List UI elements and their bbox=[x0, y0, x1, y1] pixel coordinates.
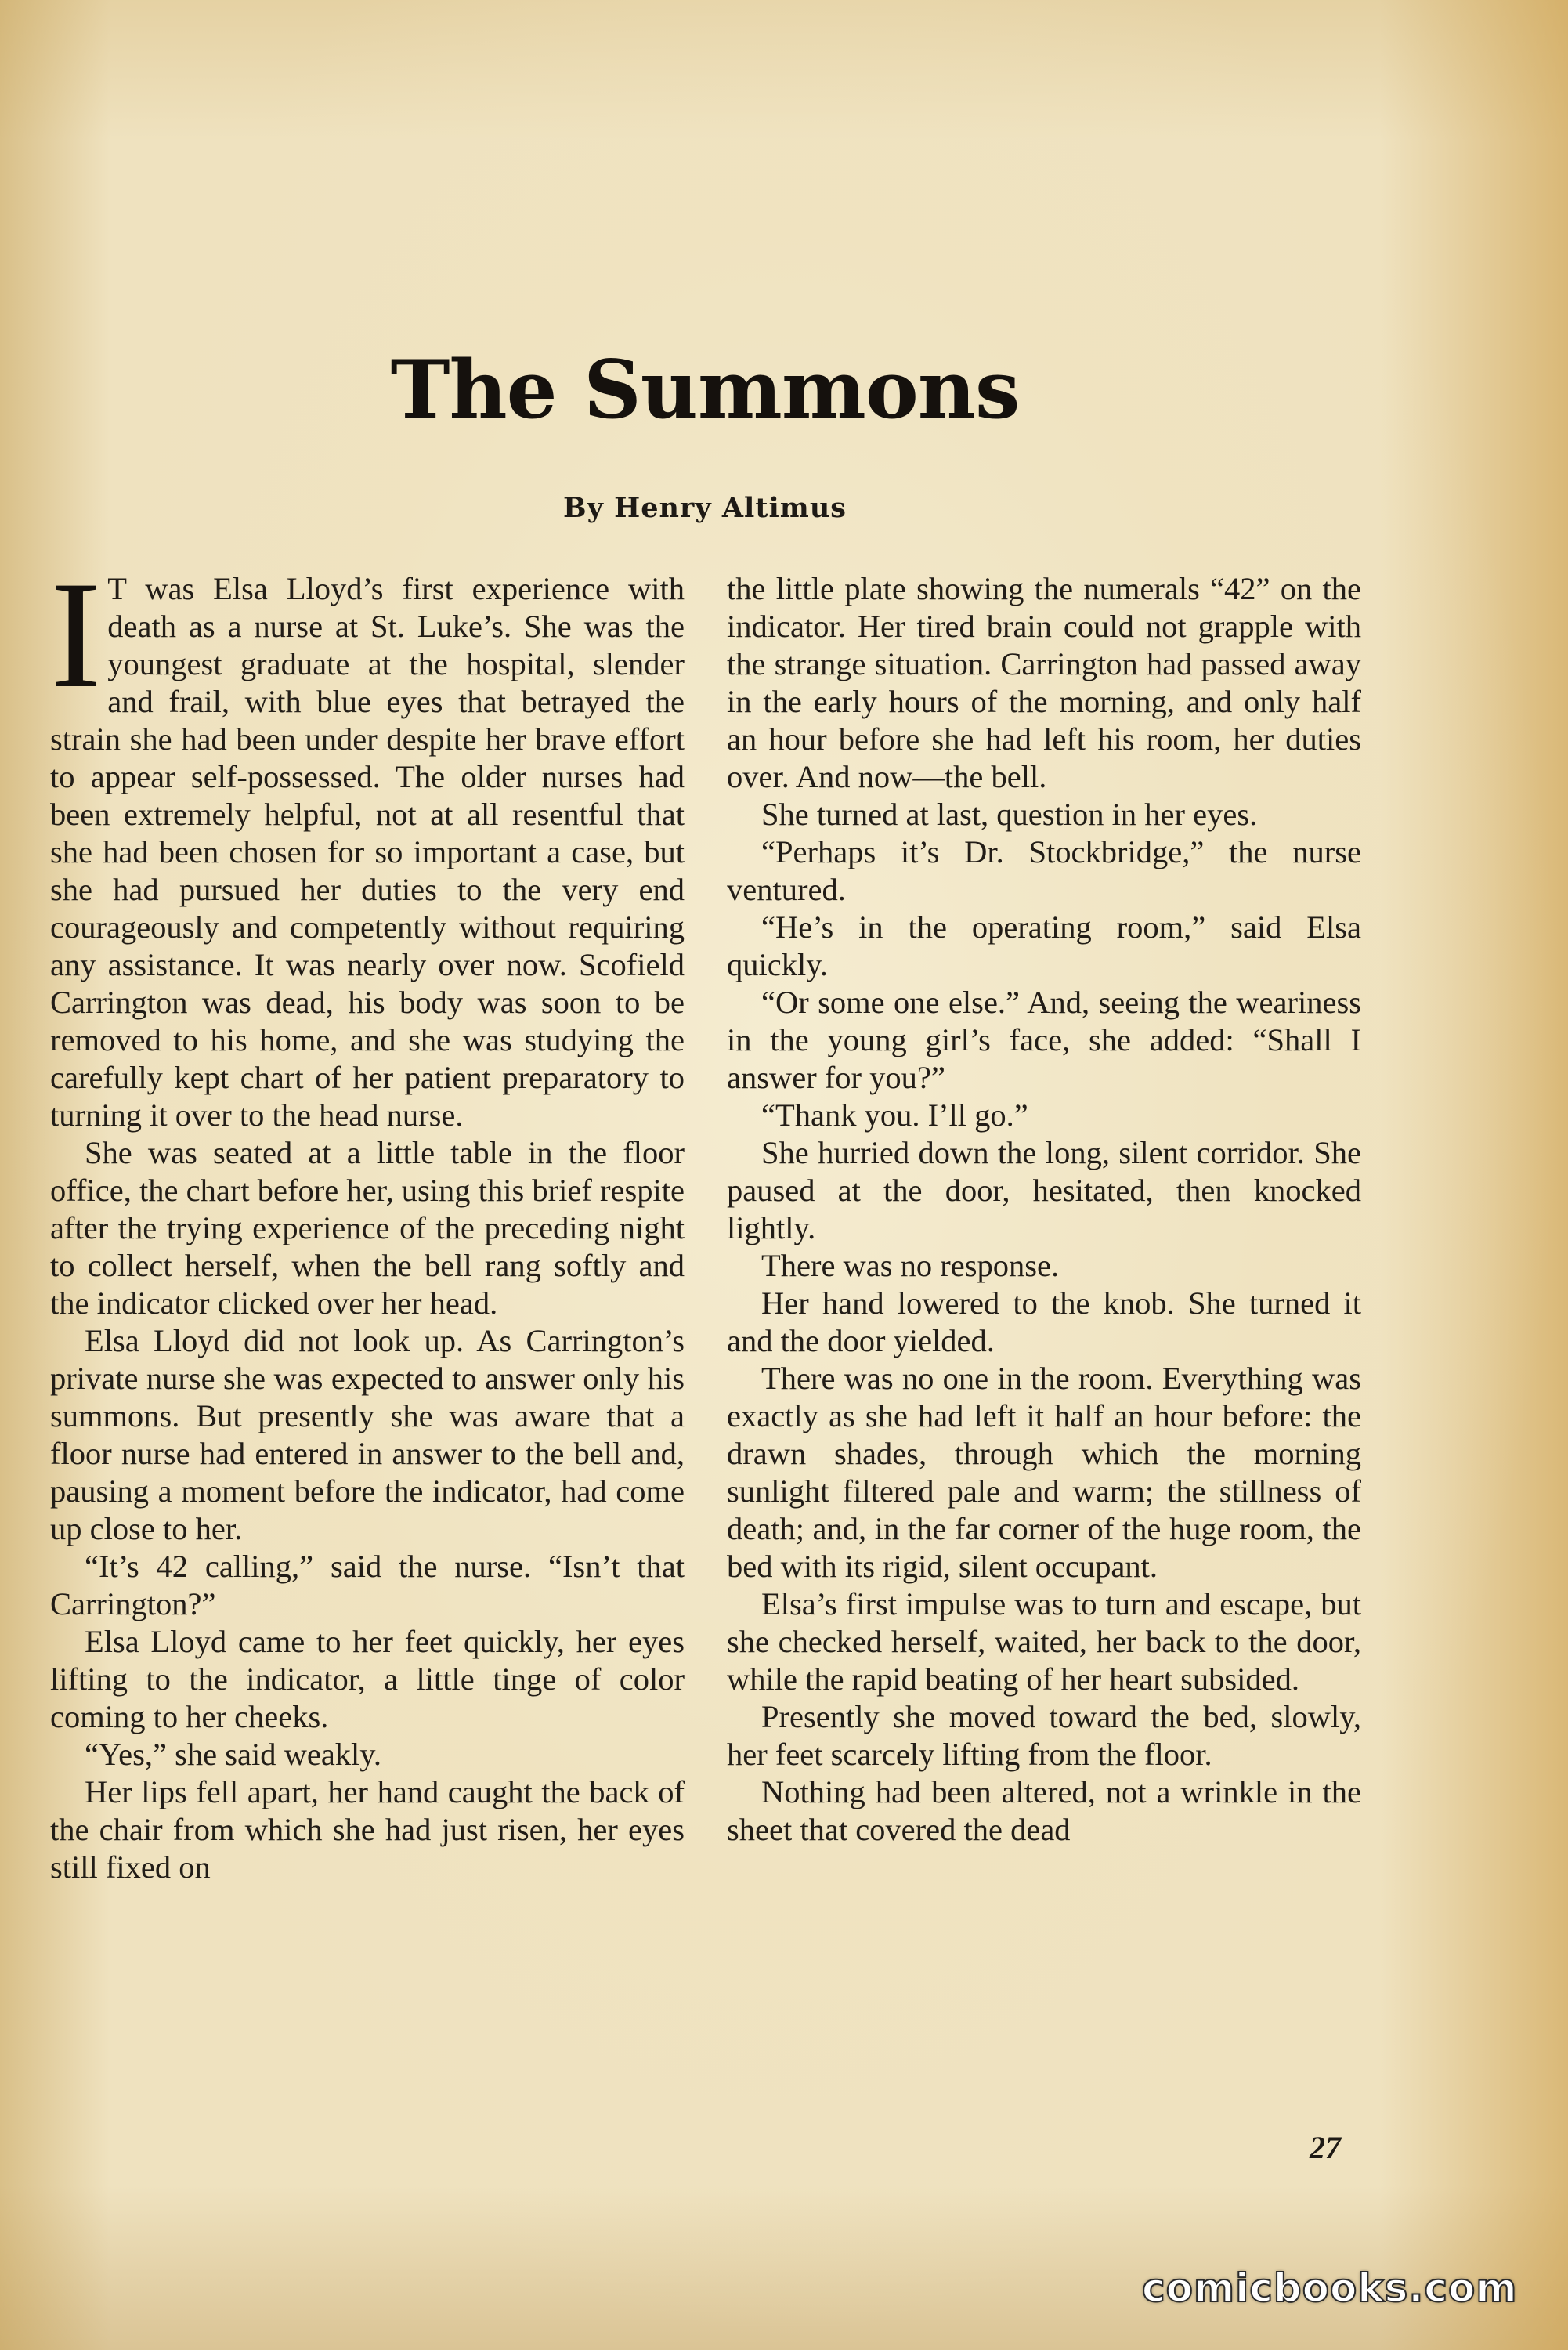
left-column bbox=[50, 550, 685, 2137]
right-column bbox=[727, 570, 1361, 2137]
paragraph: Elsa’s first impulse was to turn and escape, but she checked herself, waited, her back to the door, while the rapid beating of her heart subsided. bbox=[727, 1586, 1361, 1697]
paragraph: There was no response. bbox=[761, 1248, 1060, 1283]
paragraph: Presently she moved toward the bed, slowly, her feet scarcely lifting from the floor. bbox=[727, 1699, 1361, 1772]
paragraph: She turned at last, question in her eyes. bbox=[761, 797, 1258, 832]
paragraph: She hurried down the long, silent corridor. She paused at the door, hesitated, then knocked lightly. bbox=[727, 1135, 1361, 1246]
paragraph: “He’s in the operating room,” said Elsa quickly. bbox=[727, 909, 1361, 982]
page-number: 27 bbox=[1310, 2130, 1341, 2165]
paragraph: “Perhaps it’s Dr. Stockbridge,” the nurse ventured. bbox=[727, 834, 1361, 907]
paragraph: “Thank you. I’ll go.” bbox=[761, 1097, 1028, 1133]
paragraph: She was seated at a little table in the floor office, the chart before her, using this brief respite after the trying experience of the preceding night to collect herself, when the bell rang softly and the indicator clicked over her head. bbox=[50, 1135, 685, 1321]
opening-paragraph bbox=[50, 550, 685, 1134]
drop-cap: I bbox=[50, 550, 102, 720]
continued-paragraph: the little plate showing the numerals “42” on the indicator. Her tired brain could not grapple with the strange situation. Carrington had passed away in the early hours of the morning, and only half an hour before she had left his room, her duties over. And now—the bell. bbox=[727, 571, 1361, 794]
paragraph: Her lips fell apart, her hand caught the back of the chair from which she had just risen, her eyes still fixed on bbox=[50, 1774, 685, 1885]
paragraph: Her hand lowered to the knob. She turned it and the door yielded. bbox=[727, 1285, 1361, 1358]
paragraph: Nothing had been altered, not a wrinkle in the sheet that covered the dead bbox=[727, 1774, 1361, 1847]
opening-paragraph-text: T was Elsa Lloyd’s first experience with death as a nurse at St. Luke’s. She was the youngest graduate at the hospital, slender and frail, with blue eyes that betrayed the strain she had been under despite her brave effort to appear self-possessed. The older nurses had been extremely helpful, not at all resentful that she had been chosen for so important a case, but she had pursued her duties to the very end courageously and competently without requiring any assistance. It was nearly over now. Scofield Carrington was dead, his body was soon to be removed to his home, and she was studying the carefully kept chart of her patient preparatory to turning it over to the head nurse. bbox=[50, 571, 685, 1133]
paragraph: “It’s 42 calling,” said the nurse. “Isn’t that Carrington?” bbox=[50, 1549, 685, 1622]
paragraph: “Yes,” she said weakly. bbox=[85, 1737, 382, 1772]
byline: By Henry Altimus bbox=[563, 492, 847, 524]
watermark-text: comicbooks.com bbox=[1142, 2265, 1518, 2311]
story-title: The Summons bbox=[390, 343, 1020, 437]
paragraph: Elsa Lloyd came to her feet quickly, her eyes lifting to the indicator, a little tinge of color coming to her cheeks. bbox=[50, 1624, 685, 1734]
paragraph: Elsa Lloyd did not look up. As Carrington’s private nurse she was expected to answer only his summons. But presently she was aware that a floor nurse had entered in answer to the bell and, pausing a moment before the indicator, had come up close to her. bbox=[50, 1323, 685, 1546]
paragraph: “Or some one else.” And, seeing the weariness in the young girl’s face, she added: “Shall I answer for you?” bbox=[727, 985, 1361, 1095]
paragraph: There was no one in the room. Everything was exactly as she had left it half an hour before: the drawn shades, through which the morning sunlight filtered pale and warm; the stillness of death; and, in the far corner of the huge room, the bed with its rigid, silent occupant. bbox=[727, 1361, 1361, 1584]
